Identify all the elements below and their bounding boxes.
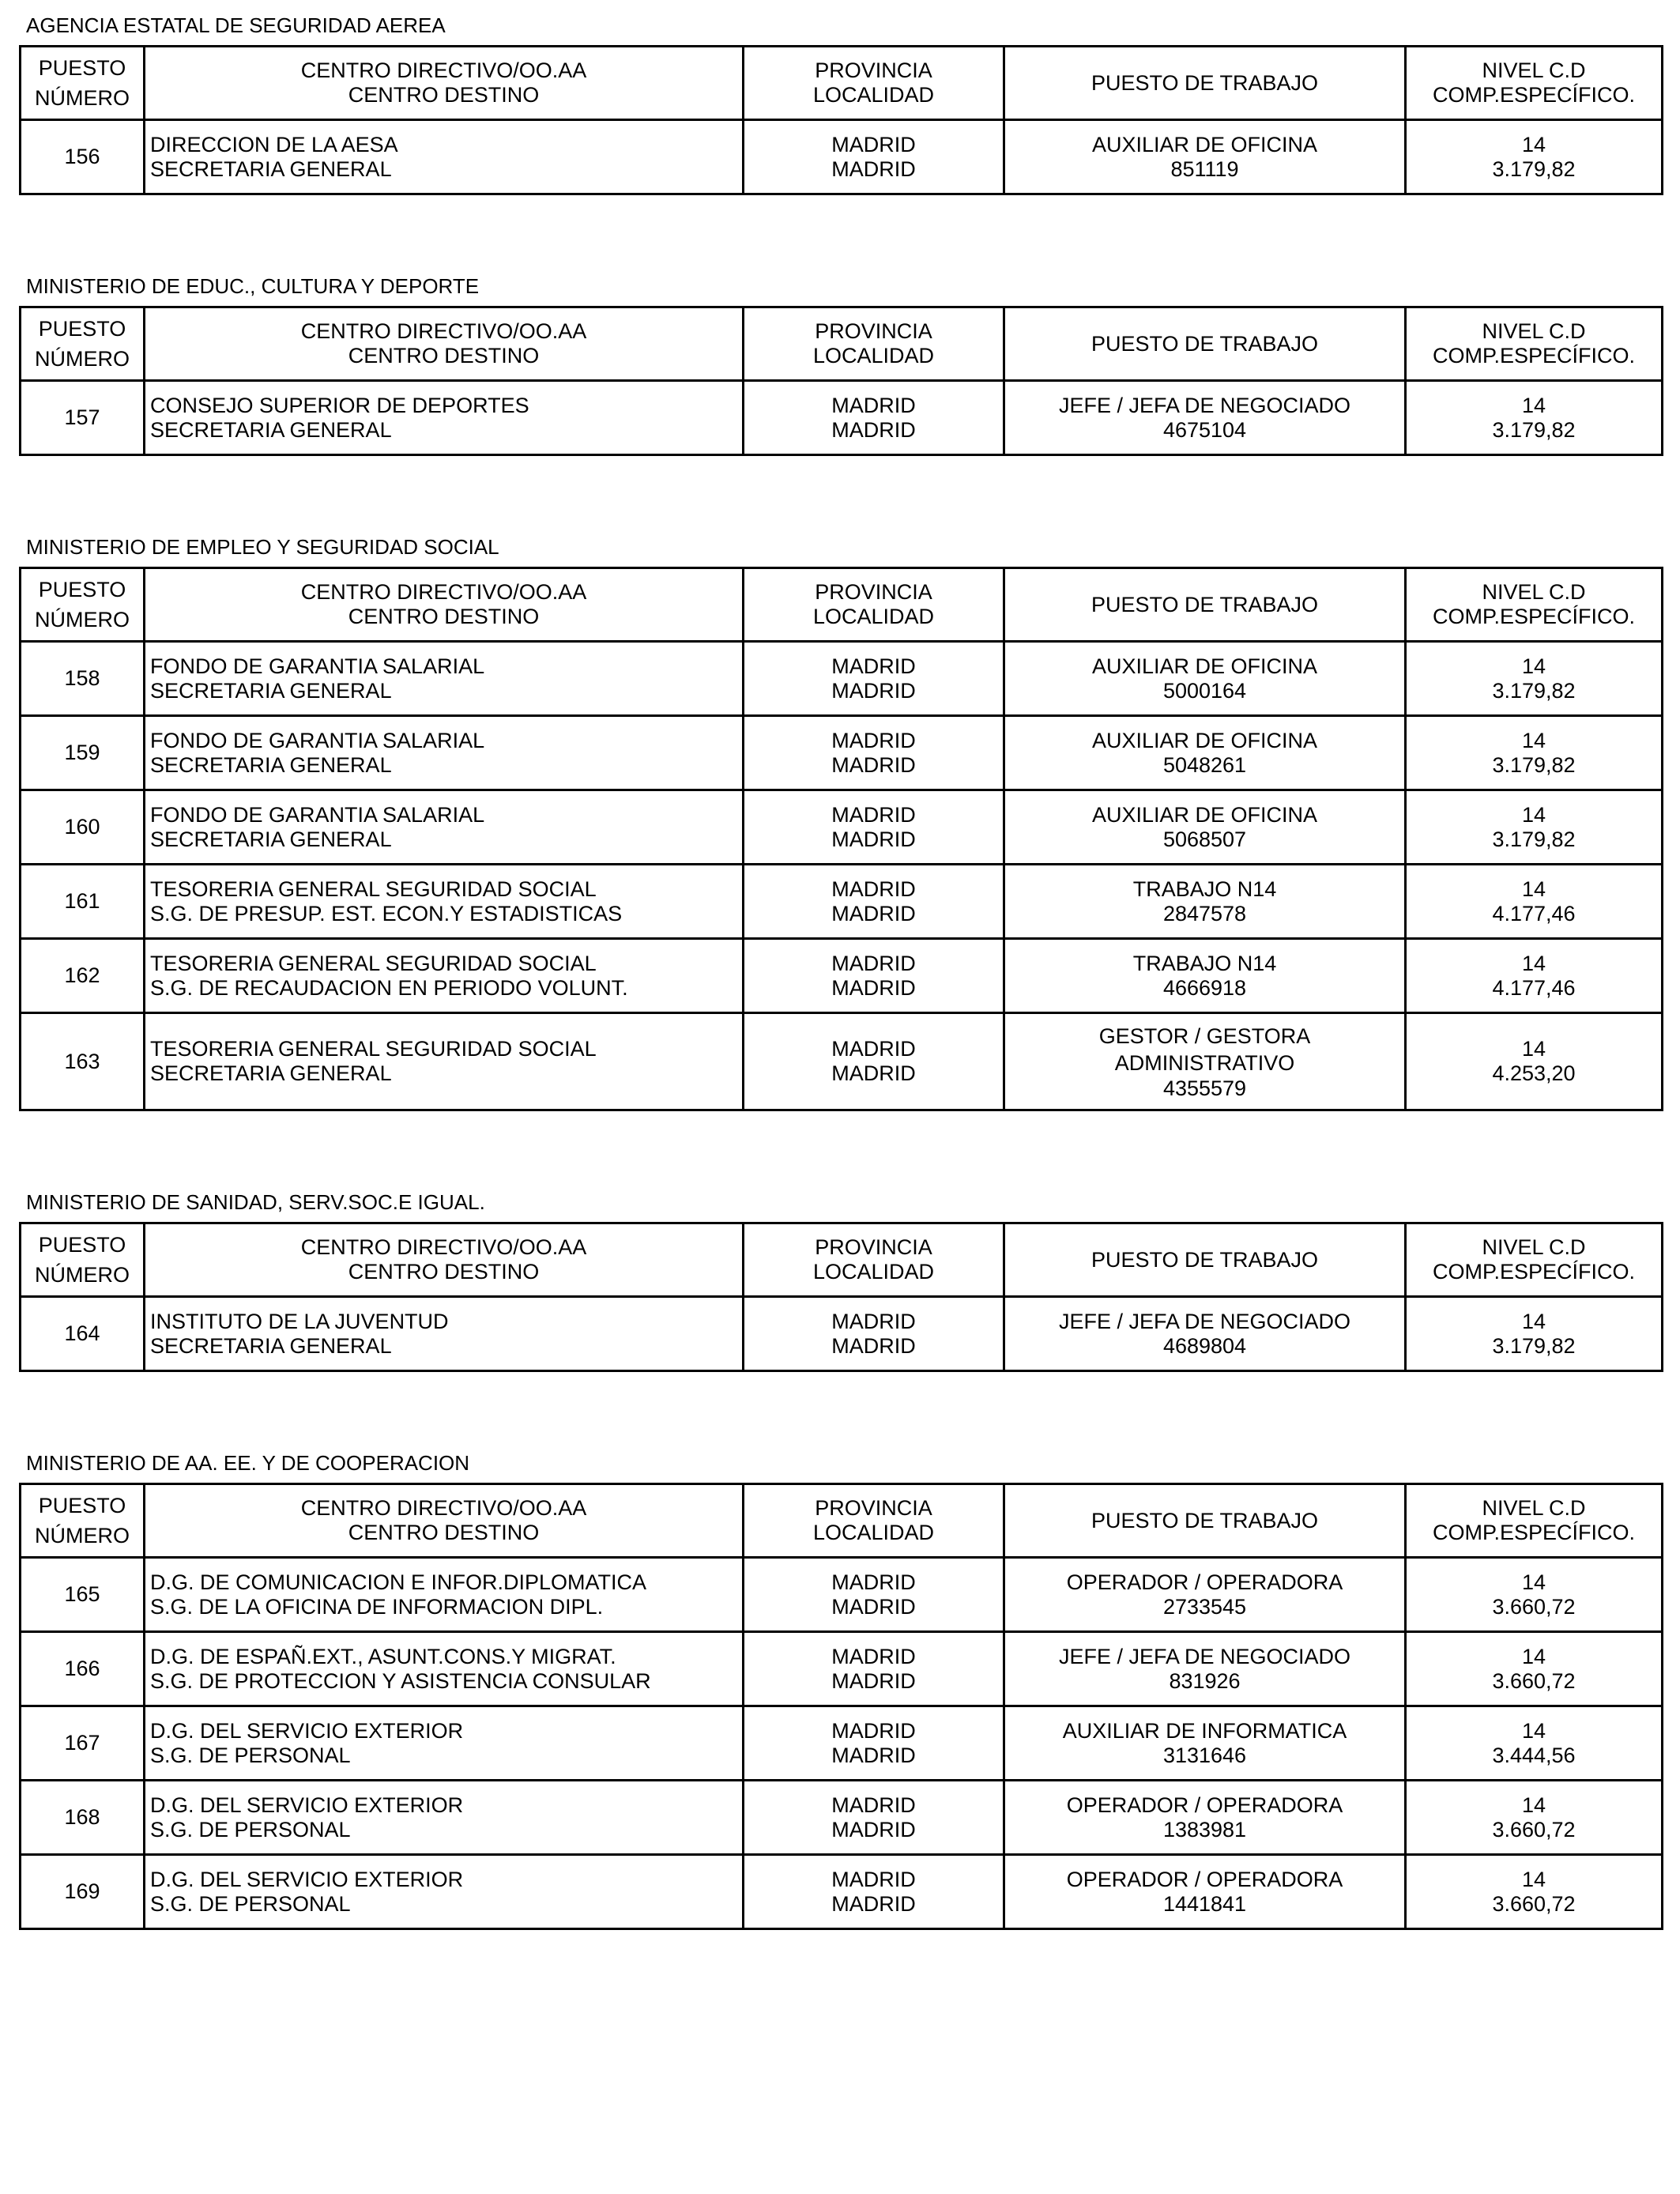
- row-number: 166: [21, 1632, 145, 1706]
- header-puesto-trabajo: PUESTO DE TRABAJO: [1004, 1484, 1406, 1558]
- header-row: [21, 47, 1663, 120]
- centro-destino: SECRETARIA GENERAL: [150, 156, 392, 181]
- header-puesto-trabajo: PUESTO DE TRABAJO: [1004, 568, 1406, 642]
- header-nivel: NIVEL C.D: [1482, 58, 1586, 82]
- row-number: 156: [21, 120, 145, 194]
- header-nivel: NIVEL C.D: [1482, 1235, 1586, 1259]
- codigo-puesto: 5048261: [1162, 752, 1247, 777]
- centro-directivo: DIRECCION DE LA AESA: [150, 132, 398, 156]
- table-row: [21, 642, 1663, 716]
- centro-destino: SECRETARIA GENERAL: [150, 827, 392, 851]
- header-comp: COMP.ESPECÍFICO.: [1432, 1260, 1636, 1284]
- centro-directivo: FONDO DE GARANTIA SALARIAL: [150, 654, 485, 678]
- section-title: MINISTERIO DE SANIDAD, SERV.SOC.E IGUAL.: [26, 1190, 485, 1214]
- puesto-trabajo: AUXILIAR DE OFICINA: [1091, 132, 1318, 156]
- header-provincia: PROVINCIA: [815, 1496, 932, 1520]
- header-comp: COMP.ESPECÍFICO.: [1432, 344, 1636, 368]
- section-title: AGENCIA ESTATAL DE SEGURIDAD AEREA: [26, 13, 446, 37]
- table-row: [21, 381, 1663, 455]
- localidad: MADRID: [831, 678, 916, 703]
- nivel-cd: 14: [1521, 802, 1546, 827]
- positions-table: [19, 1483, 1663, 1930]
- header-puesto-trabajo: PUESTO DE TRABAJO: [1004, 1223, 1406, 1297]
- section-title: MINISTERIO DE EMPLEO Y SEGURIDAD SOCIAL: [26, 535, 499, 559]
- header-localidad: LOCALIDAD: [812, 344, 935, 368]
- header-row: [21, 1223, 1663, 1297]
- header-puesto-numero: PUESTO NÚMERO: [21, 307, 145, 381]
- provincia: MADRID: [831, 132, 916, 156]
- codigo-puesto: 3131646: [1162, 1743, 1247, 1767]
- provincia: MADRID: [831, 1570, 916, 1594]
- header-comp: COMP.ESPECÍFICO.: [1432, 1521, 1636, 1544]
- nivel-cd: 14: [1521, 1309, 1546, 1333]
- header-centro-directivo: CENTRO DIRECTIVO/OO.AA: [300, 58, 587, 82]
- header-puesto-trabajo: PUESTO DE TRABAJO: [1004, 307, 1406, 381]
- centro-directivo: D.G. DEL SERVICIO EXTERIOR: [150, 1867, 464, 1891]
- codigo-puesto: 4666918: [1162, 975, 1247, 1000]
- header-localidad: LOCALIDAD: [812, 605, 935, 628]
- codigo-puesto: 831926: [1169, 1668, 1241, 1693]
- provincia: MADRID: [831, 802, 916, 827]
- header-centro-directivo: CENTRO DIRECTIVO/OO.AA: [300, 580, 587, 604]
- localidad: MADRID: [831, 827, 916, 851]
- comp-especifico: 4.177,46: [1492, 901, 1576, 925]
- centro-directivo: FONDO DE GARANTIA SALARIAL: [150, 802, 485, 827]
- localidad: MADRID: [831, 1817, 916, 1842]
- centro-destino: S.G. DE PERSONAL: [150, 1891, 351, 1916]
- centro-directivo: D.G. DEL SERVICIO EXTERIOR: [150, 1793, 464, 1817]
- provincia: MADRID: [831, 876, 916, 901]
- row-number: 160: [21, 790, 145, 865]
- header-nivel: NIVEL C.D: [1482, 319, 1586, 343]
- positions-table: [19, 45, 1663, 195]
- header-centro-destino: CENTRO DESTINO: [348, 1260, 540, 1284]
- section-title: MINISTERIO DE AA. EE. Y DE COOPERACION: [26, 1451, 470, 1475]
- comp-especifico: 3.660,72: [1492, 1594, 1576, 1619]
- row-number: 165: [21, 1558, 145, 1632]
- localidad: MADRID: [831, 1668, 916, 1693]
- table-row: [21, 1013, 1663, 1110]
- comp-especifico: 3.179,82: [1492, 827, 1576, 851]
- nivel-cd: 14: [1521, 1037, 1546, 1061]
- localidad: MADRID: [831, 156, 916, 181]
- provincia: MADRID: [831, 1644, 916, 1668]
- centro-destino: SECRETARIA GENERAL: [150, 417, 392, 442]
- nivel-cd: 14: [1521, 1867, 1546, 1891]
- row-number: 167: [21, 1706, 145, 1781]
- centro-destino: S.G. DE PROTECCION Y ASISTENCIA CONSULAR: [150, 1668, 651, 1693]
- centro-directivo: TESORERIA GENERAL SEGURIDAD SOCIAL: [150, 876, 597, 901]
- nivel-cd: 14: [1521, 393, 1546, 417]
- table-row: [21, 939, 1663, 1013]
- header-centro-directivo: CENTRO DIRECTIVO/OO.AA: [300, 319, 587, 343]
- puesto-trabajo: OPERADOR / OPERADORA: [1066, 1570, 1343, 1594]
- nivel-cd: 14: [1521, 654, 1546, 678]
- header-centro-destino: CENTRO DESTINO: [348, 605, 540, 628]
- centro-destino: SECRETARIA GENERAL: [150, 752, 392, 777]
- table-row: [21, 1855, 1663, 1929]
- provincia: MADRID: [831, 1793, 916, 1817]
- nivel-cd: 14: [1521, 1718, 1546, 1743]
- comp-especifico: 4.177,46: [1492, 975, 1576, 1000]
- localidad: MADRID: [831, 1743, 916, 1767]
- header-puesto-numero: PUESTO NÚMERO: [21, 1223, 145, 1297]
- centro-directivo: D.G. DE ESPAÑ.EXT., ASUNT.CONS.Y MIGRAT.: [150, 1644, 616, 1668]
- centro-directivo: TESORERIA GENERAL SEGURIDAD SOCIAL: [150, 1037, 597, 1061]
- localidad: MADRID: [831, 1891, 916, 1916]
- header-row: [21, 568, 1663, 642]
- table-row: [21, 1558, 1663, 1632]
- header-localidad: LOCALIDAD: [812, 1260, 935, 1284]
- localidad: MADRID: [831, 417, 916, 442]
- codigo-puesto: 4675104: [1162, 417, 1247, 442]
- row-number: 169: [21, 1855, 145, 1929]
- puesto-trabajo: OPERADOR / OPERADORA: [1066, 1867, 1343, 1891]
- localidad: MADRID: [831, 1333, 916, 1358]
- row-number: 161: [21, 865, 145, 939]
- codigo-puesto: 851119: [1170, 156, 1239, 181]
- header-puesto-numero: PUESTO NÚMERO: [21, 47, 145, 120]
- provincia: MADRID: [831, 393, 916, 417]
- comp-especifico: 3.179,82: [1492, 1333, 1576, 1358]
- centro-directivo: D.G. DE COMUNICACION E INFOR.DIPLOMATICA: [150, 1570, 647, 1594]
- centro-directivo: D.G. DEL SERVICIO EXTERIOR: [150, 1718, 464, 1743]
- centro-destino: S.G. DE RECAUDACION EN PERIODO VOLUNT.: [150, 975, 628, 1000]
- header-provincia: PROVINCIA: [815, 58, 932, 82]
- provincia: MADRID: [831, 728, 916, 752]
- comp-especifico: 3.660,72: [1492, 1891, 1576, 1916]
- header-puesto-numero: PUESTO NÚMERO: [21, 568, 145, 642]
- header-centro-destino: CENTRO DESTINO: [348, 83, 540, 107]
- puesto-trabajo: JEFE / JEFA DE NEGOCIADO: [1058, 1309, 1351, 1333]
- puesto-trabajo: AUXILIAR DE OFICINA: [1091, 654, 1318, 678]
- codigo-puesto: 1383981: [1162, 1817, 1247, 1842]
- comp-especifico: 3.179,82: [1492, 417, 1576, 442]
- puesto-trabajo: TRABAJO N14: [1132, 951, 1277, 975]
- centro-destino: SECRETARIA GENERAL: [150, 678, 392, 703]
- provincia: MADRID: [831, 654, 916, 678]
- comp-especifico: 4.253,20: [1492, 1061, 1576, 1085]
- comp-especifico: 3.444,56: [1492, 1743, 1576, 1767]
- row-number: 163: [21, 1013, 145, 1110]
- localidad: MADRID: [831, 1061, 916, 1085]
- puesto-trabajo: TRABAJO N14: [1132, 876, 1277, 901]
- header-comp: COMP.ESPECÍFICO.: [1432, 605, 1636, 628]
- centro-directivo: INSTITUTO DE LA JUVENTUD: [150, 1309, 449, 1333]
- table-row: [21, 716, 1663, 790]
- header-centro-directivo: CENTRO DIRECTIVO/OO.AA: [300, 1496, 587, 1520]
- comp-especifico: 3.660,72: [1492, 1817, 1576, 1842]
- puesto-trabajo: OPERADOR / OPERADORA: [1066, 1793, 1343, 1817]
- puesto-trabajo: JEFE / JEFA DE NEGOCIADO: [1058, 393, 1351, 417]
- codigo-puesto: 1441841: [1162, 1891, 1247, 1916]
- nivel-cd: 14: [1521, 951, 1546, 975]
- centro-directivo: FONDO DE GARANTIA SALARIAL: [150, 728, 485, 752]
- table-row: [21, 120, 1663, 194]
- header-provincia: PROVINCIA: [815, 319, 932, 343]
- localidad: MADRID: [831, 752, 916, 777]
- table-row: [21, 1632, 1663, 1706]
- nivel-cd: 14: [1521, 1793, 1546, 1817]
- row-number: 158: [21, 642, 145, 716]
- puesto-trabajo: GESTOR / GESTORA ADMINISTRATIVO: [1098, 1023, 1311, 1075]
- header-centro-destino: CENTRO DESTINO: [348, 1521, 540, 1544]
- comp-especifico: 3.660,72: [1492, 1668, 1576, 1693]
- centro-destino: S.G. DE PERSONAL: [150, 1743, 351, 1767]
- table-row: [21, 790, 1663, 865]
- nivel-cd: 14: [1521, 1570, 1546, 1594]
- codigo-puesto: 2847578: [1162, 901, 1247, 925]
- provincia: MADRID: [831, 1037, 916, 1061]
- comp-especifico: 3.179,82: [1492, 678, 1576, 703]
- nivel-cd: 14: [1521, 876, 1546, 901]
- header-centro-directivo: CENTRO DIRECTIVO/OO.AA: [300, 1235, 587, 1259]
- header-nivel: NIVEL C.D: [1482, 580, 1586, 604]
- puesto-trabajo: AUXILIAR DE OFICINA: [1091, 802, 1318, 827]
- provincia: MADRID: [831, 951, 916, 975]
- row-number: 164: [21, 1297, 145, 1371]
- row-number: 159: [21, 716, 145, 790]
- table-row: [21, 1297, 1663, 1371]
- table-row: [21, 1781, 1663, 1855]
- table-row: [21, 865, 1663, 939]
- comp-especifico: 3.179,82: [1492, 752, 1576, 777]
- section-title: MINISTERIO DE EDUC., CULTURA Y DEPORTE: [26, 274, 480, 298]
- nivel-cd: 14: [1521, 728, 1546, 752]
- header-puesto-numero: PUESTO NÚMERO: [21, 1484, 145, 1558]
- header-nivel: NIVEL C.D: [1482, 1496, 1586, 1520]
- nivel-cd: 14: [1521, 1644, 1546, 1668]
- row-number: 157: [21, 381, 145, 455]
- positions-table: [19, 1222, 1663, 1372]
- header-puesto-trabajo: PUESTO DE TRABAJO: [1004, 47, 1406, 120]
- puesto-trabajo: AUXILIAR DE OFICINA: [1091, 728, 1318, 752]
- provincia: MADRID: [831, 1718, 916, 1743]
- centro-directivo: CONSEJO SUPERIOR DE DEPORTES: [150, 393, 529, 417]
- codigo-puesto: 4355579: [1162, 1076, 1247, 1100]
- puesto-trabajo: JEFE / JEFA DE NEGOCIADO: [1058, 1644, 1351, 1668]
- codigo-puesto: 5000164: [1162, 678, 1247, 703]
- codigo-puesto: 4689804: [1162, 1333, 1247, 1358]
- nivel-cd: 14: [1521, 132, 1546, 156]
- centro-destino: SECRETARIA GENERAL: [150, 1333, 392, 1358]
- codigo-puesto: 2733545: [1162, 1594, 1247, 1619]
- localidad: MADRID: [831, 1594, 916, 1619]
- localidad: MADRID: [831, 901, 916, 925]
- provincia: MADRID: [831, 1309, 916, 1333]
- header-localidad: LOCALIDAD: [812, 1521, 935, 1544]
- puesto-trabajo: AUXILIAR DE INFORMATICA: [1062, 1718, 1347, 1743]
- centro-destino: S.G. DE PERSONAL: [150, 1817, 351, 1842]
- centro-destino: S.G. DE LA OFICINA DE INFORMACION DIPL.: [150, 1594, 604, 1619]
- comp-especifico: 3.179,82: [1492, 156, 1576, 181]
- header-provincia: PROVINCIA: [815, 1235, 932, 1259]
- row-number: 168: [21, 1781, 145, 1855]
- centro-destino: S.G. DE PRESUP. EST. ECON.Y ESTADISTICAS: [150, 901, 623, 925]
- codigo-puesto: 5068507: [1162, 827, 1247, 851]
- positions-table: [19, 567, 1663, 1111]
- header-row: [21, 307, 1663, 381]
- header-comp: COMP.ESPECÍFICO.: [1432, 83, 1636, 107]
- centro-directivo: TESORERIA GENERAL SEGURIDAD SOCIAL: [150, 951, 597, 975]
- header-centro-destino: CENTRO DESTINO: [348, 344, 540, 368]
- positions-table: [19, 306, 1663, 456]
- header-row: [21, 1484, 1663, 1558]
- localidad: MADRID: [831, 975, 916, 1000]
- provincia: MADRID: [831, 1867, 916, 1891]
- header-localidad: LOCALIDAD: [812, 83, 935, 107]
- header-provincia: PROVINCIA: [815, 580, 932, 604]
- row-number: 162: [21, 939, 145, 1013]
- table-row: [21, 1706, 1663, 1781]
- centro-destino: SECRETARIA GENERAL: [150, 1061, 392, 1085]
